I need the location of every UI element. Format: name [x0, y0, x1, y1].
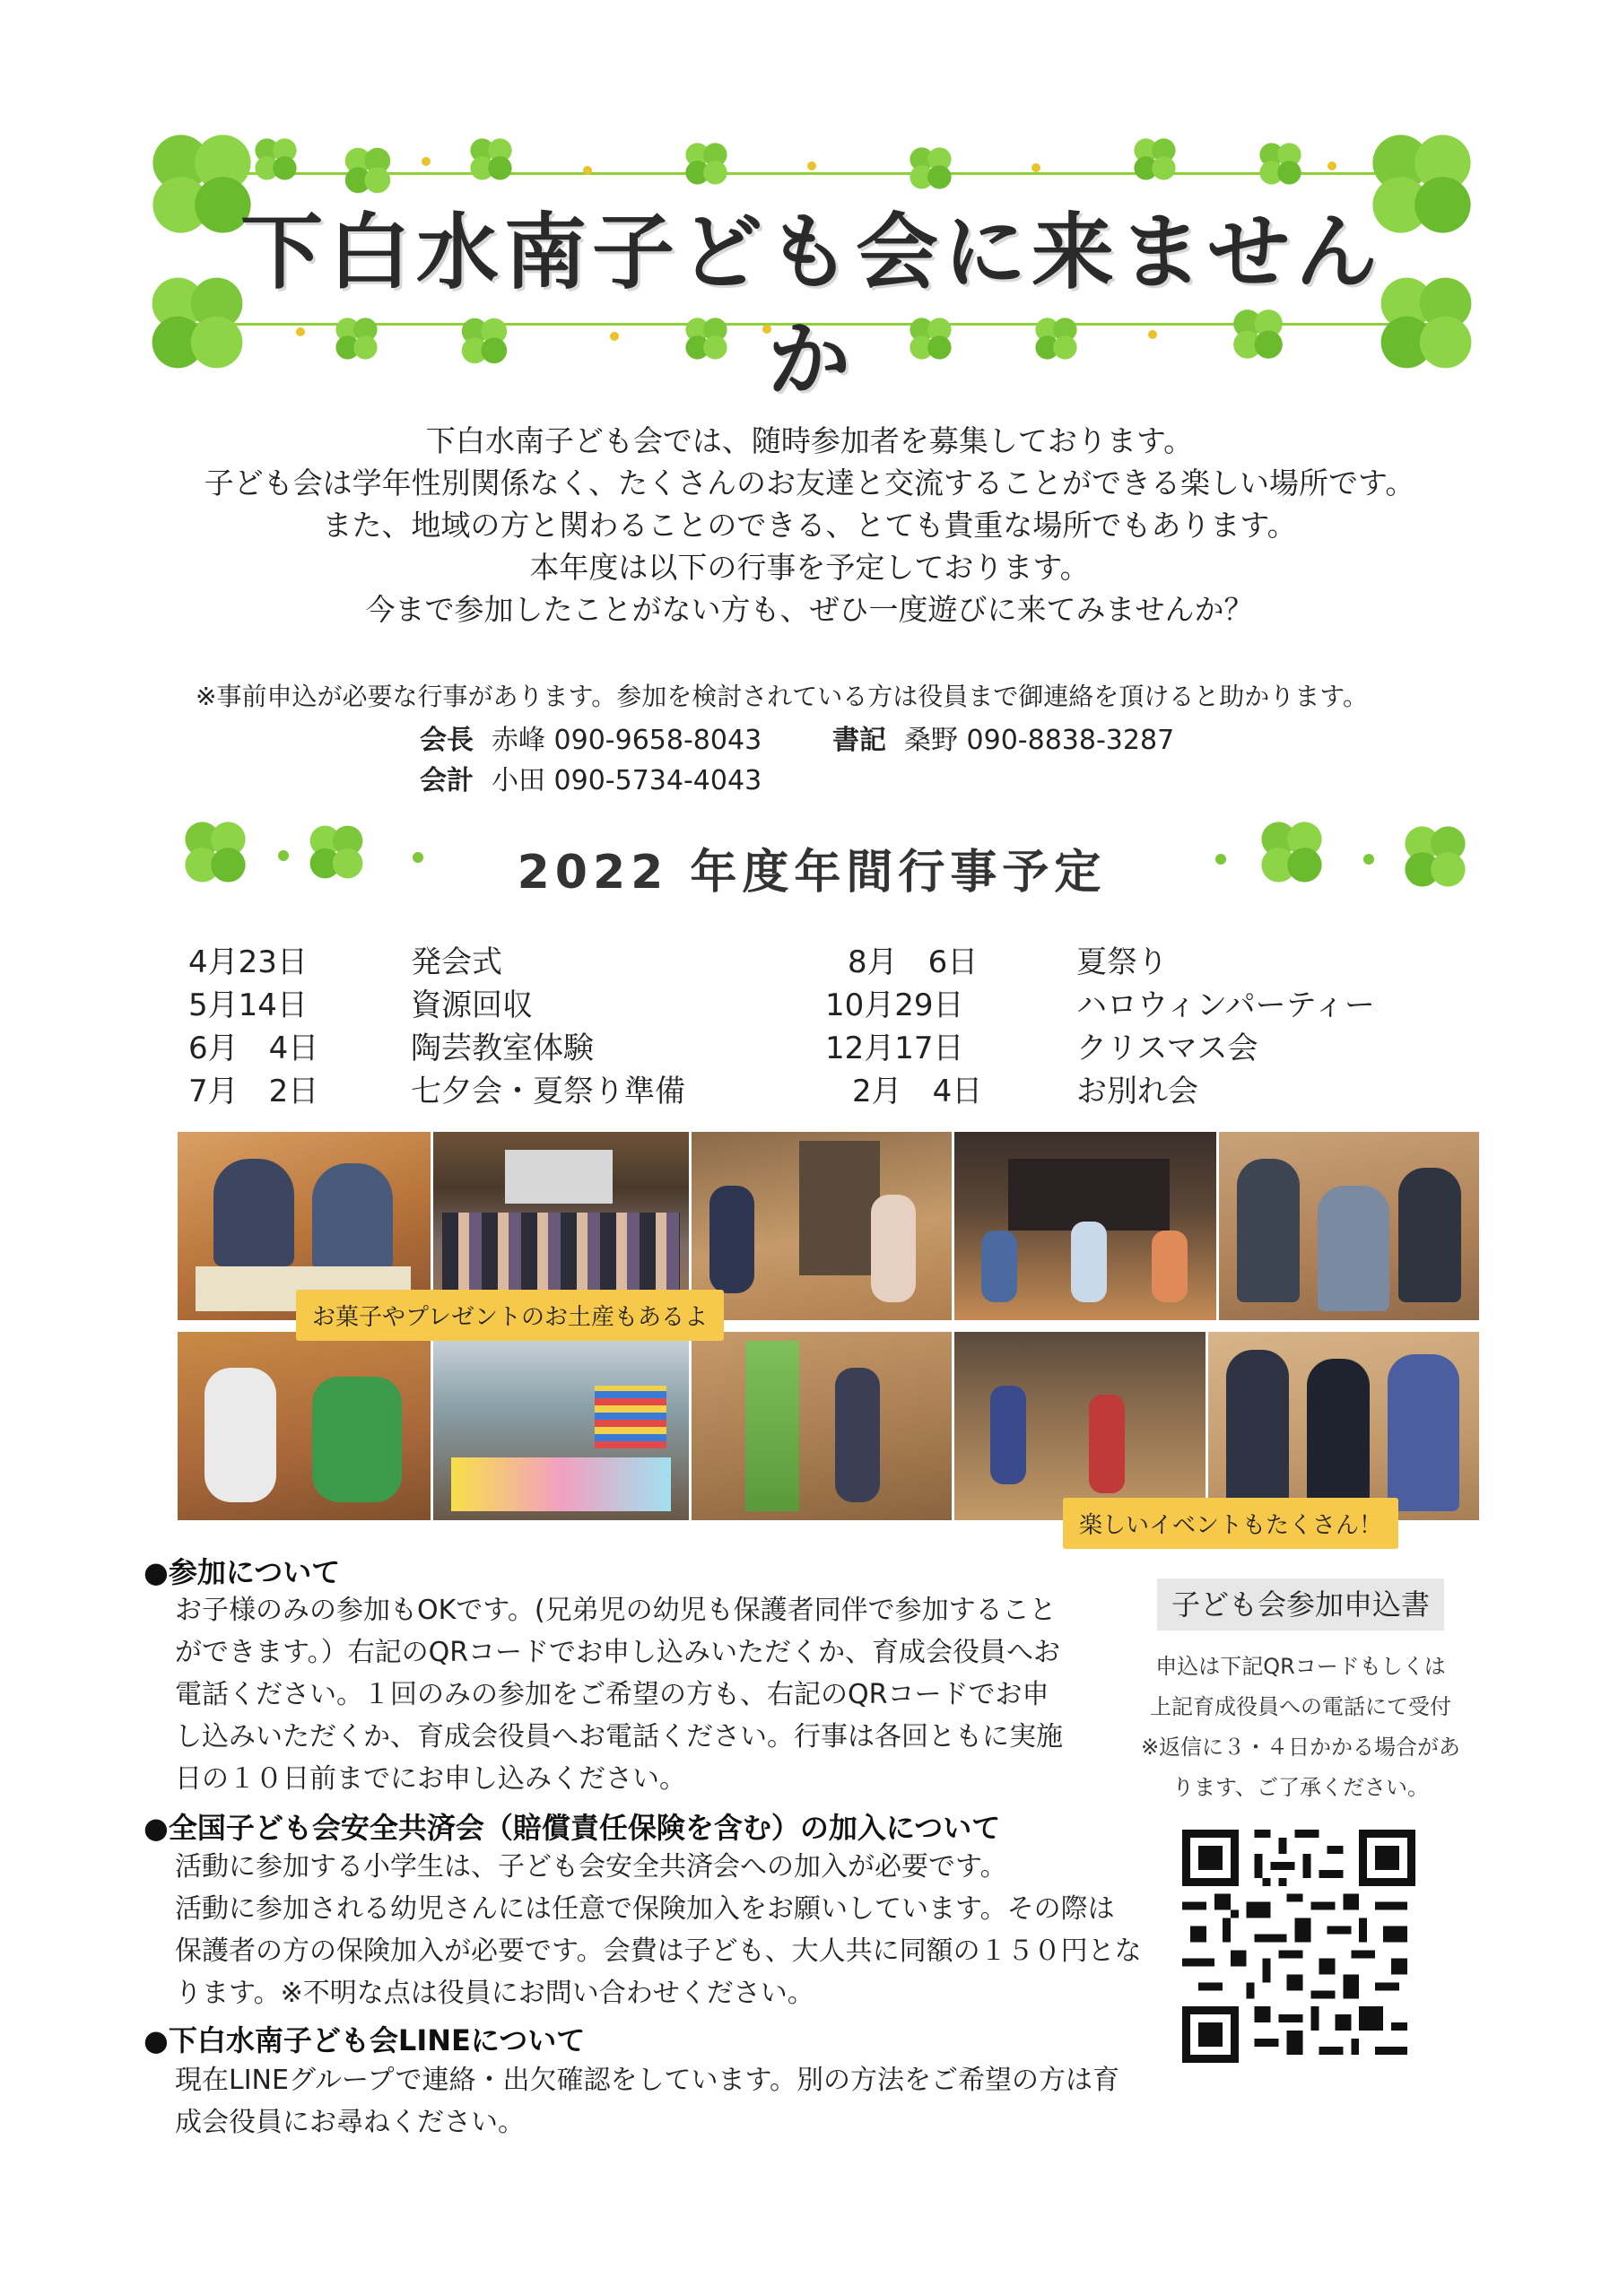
application-instructions [1126, 1647, 1475, 1808]
section-body [175, 2059, 1120, 2144]
section-line: 保護者の方の保険加入が必要です。会費は子ども、大人共に同額の１５０円とな [175, 1935, 1142, 1967]
schedule-event: 七夕会・夏祭り準備 [411, 1074, 685, 1109]
application-line: 申込は下記QRコードもしくは [1155, 1654, 1446, 1679]
section-line: ができます。）右記のQRコードでお申し込みいただくか、育成会役員へお [175, 1637, 1061, 1668]
contact-role: 書記 [832, 725, 886, 756]
schedule-date: 12月17日 [825, 1031, 964, 1066]
contact-phone: 090-8838-3287 [966, 725, 1175, 756]
event-photo [692, 1332, 952, 1520]
schedule-event: ハロウィンパーティー [1076, 987, 1375, 1023]
clover-icon [251, 135, 300, 184]
photo-caption: 楽しいイベントもたくさん！ [1063, 1498, 1398, 1549]
schedule-date: 8月 6日 [848, 944, 979, 980]
schedule-event: お別れ会 [1076, 1074, 1198, 1109]
intro-line: 今まで参加したことがない方も、ぜひ一度遊びに来てみませんか？ [365, 592, 1254, 627]
schedule-title: 2022 年度年間行事予定 [517, 846, 1107, 900]
schedule-event: 発会式 [411, 944, 502, 980]
section-line: し込みいただくか、育成会役員へお電話ください。行事は各回ともに実施 [175, 1721, 1063, 1752]
application-line: ります、ご了承ください。 [1171, 1775, 1430, 1800]
contact-phone: 090-5734-4043 [553, 765, 762, 796]
section-line: 活動に参加する小学生は、子ども会安全共済会への加入が必要です。 [175, 1851, 1007, 1883]
clover-icon [466, 135, 516, 184]
intro-text [179, 420, 1440, 631]
contact-president [420, 718, 762, 757]
schedule-date: 6月 4日 [188, 1031, 319, 1066]
event-photo [1219, 1132, 1479, 1320]
contact-phone: 090-9658-8043 [553, 725, 762, 756]
clover-icon [341, 144, 395, 197]
clover-icon [906, 144, 955, 193]
schedule-event: 陶芸教室体験 [411, 1031, 594, 1066]
clover-icon [682, 139, 731, 188]
section-heading: ●下白水南子ども会LINEについて [144, 2023, 586, 2057]
clover-icon [179, 816, 251, 888]
section-line: 日の１０日前までにお申し込みください。 [175, 1763, 686, 1795]
qr-code-icon[interactable] [1182, 1830, 1415, 2063]
notice-text: ※事前申込が必要な行事があります。参加を検討されている方は役員まで御連絡を頂けると助かります。 [196, 682, 1368, 711]
schedule-date: 7月 2日 [188, 1074, 319, 1109]
contact-name: 赤峰 [492, 725, 545, 756]
event-photo [692, 1132, 952, 1320]
contact-role: 会計 [420, 765, 474, 796]
event-photo [178, 1332, 431, 1520]
section-line: 活動に参加される幼児さんには任意で保険加入をお願いしています。その際は [175, 1893, 1115, 1925]
contact-role: 会長 [420, 725, 474, 756]
schedule-event: 資源回収 [411, 987, 533, 1023]
intro-line: 子ども会は学年性別関係なく、たくさんのお友達と交流することができる楽しい場所です。 [204, 465, 1415, 500]
intro-line: 本年度は以下の行事を予定しております。 [529, 550, 1090, 585]
section-line: お子様のみの参加もOKです。(兄弟児の幼児も保護者同伴で参加すること [175, 1595, 1057, 1626]
contact-name: 桑野 [904, 725, 958, 756]
section-body [175, 1589, 1090, 1800]
section-line: 現在LINEグループで連絡・出欠確認をしています。別の方法をご希望の方は育 [175, 2065, 1120, 2096]
clover-icon [1256, 816, 1327, 888]
section-heading: ●参加について [144, 1555, 341, 1589]
section-line: ります。※不明な点は役員にお問い合わせください。 [175, 1978, 814, 2009]
section-body [175, 1846, 1142, 2014]
section-heading: ●全国子ども会安全共済会（賠償責任保険を含む）の加入について [144, 1811, 1001, 1845]
page-title: 下白水南子ども会に来ませんか [239, 204, 1383, 408]
schedule-date: 5月14日 [188, 987, 308, 1023]
clover-icon [1130, 135, 1179, 184]
clover-icon [1399, 821, 1471, 892]
event-photo [433, 1332, 689, 1520]
application-line: 上記育成役員への電話にて受付 [1150, 1694, 1451, 1719]
application-title: 子ども会参加申込書 [1157, 1578, 1444, 1631]
event-photo [954, 1132, 1216, 1320]
section-line: 電話ください。１回のみの参加をご希望の方も、右記のQRコードでお申 [175, 1679, 1049, 1710]
intro-line: また、地域の方と関わることのできる、とても貴重な場所でもあります。 [322, 508, 1297, 543]
clover-icon [1256, 139, 1305, 188]
photo-caption: お菓子やプレゼントのお土産もあるよ [296, 1290, 724, 1341]
schedule-event: クリスマス会 [1076, 1031, 1258, 1066]
intro-line: 下白水南子ども会では、随時参加者を募集しております。 [425, 423, 1194, 458]
clover-icon [305, 821, 368, 883]
application-line: ※返信に３・４日かかる場合があ [1140, 1735, 1461, 1760]
contact-name: 小田 [492, 765, 545, 796]
event-photo [1208, 1332, 1479, 1520]
schedule-date: 10月29日 [825, 987, 964, 1023]
schedule-date: 4月23日 [188, 944, 308, 980]
contact-treasurer [420, 758, 762, 797]
schedule-event: 夏祭り [1076, 944, 1168, 980]
contact-secretary [832, 718, 1174, 757]
section-line: 成会役員にお尋ねください。 [175, 2107, 525, 2138]
schedule-date: 2月 4日 [852, 1074, 983, 1109]
event-photo [954, 1332, 1206, 1520]
